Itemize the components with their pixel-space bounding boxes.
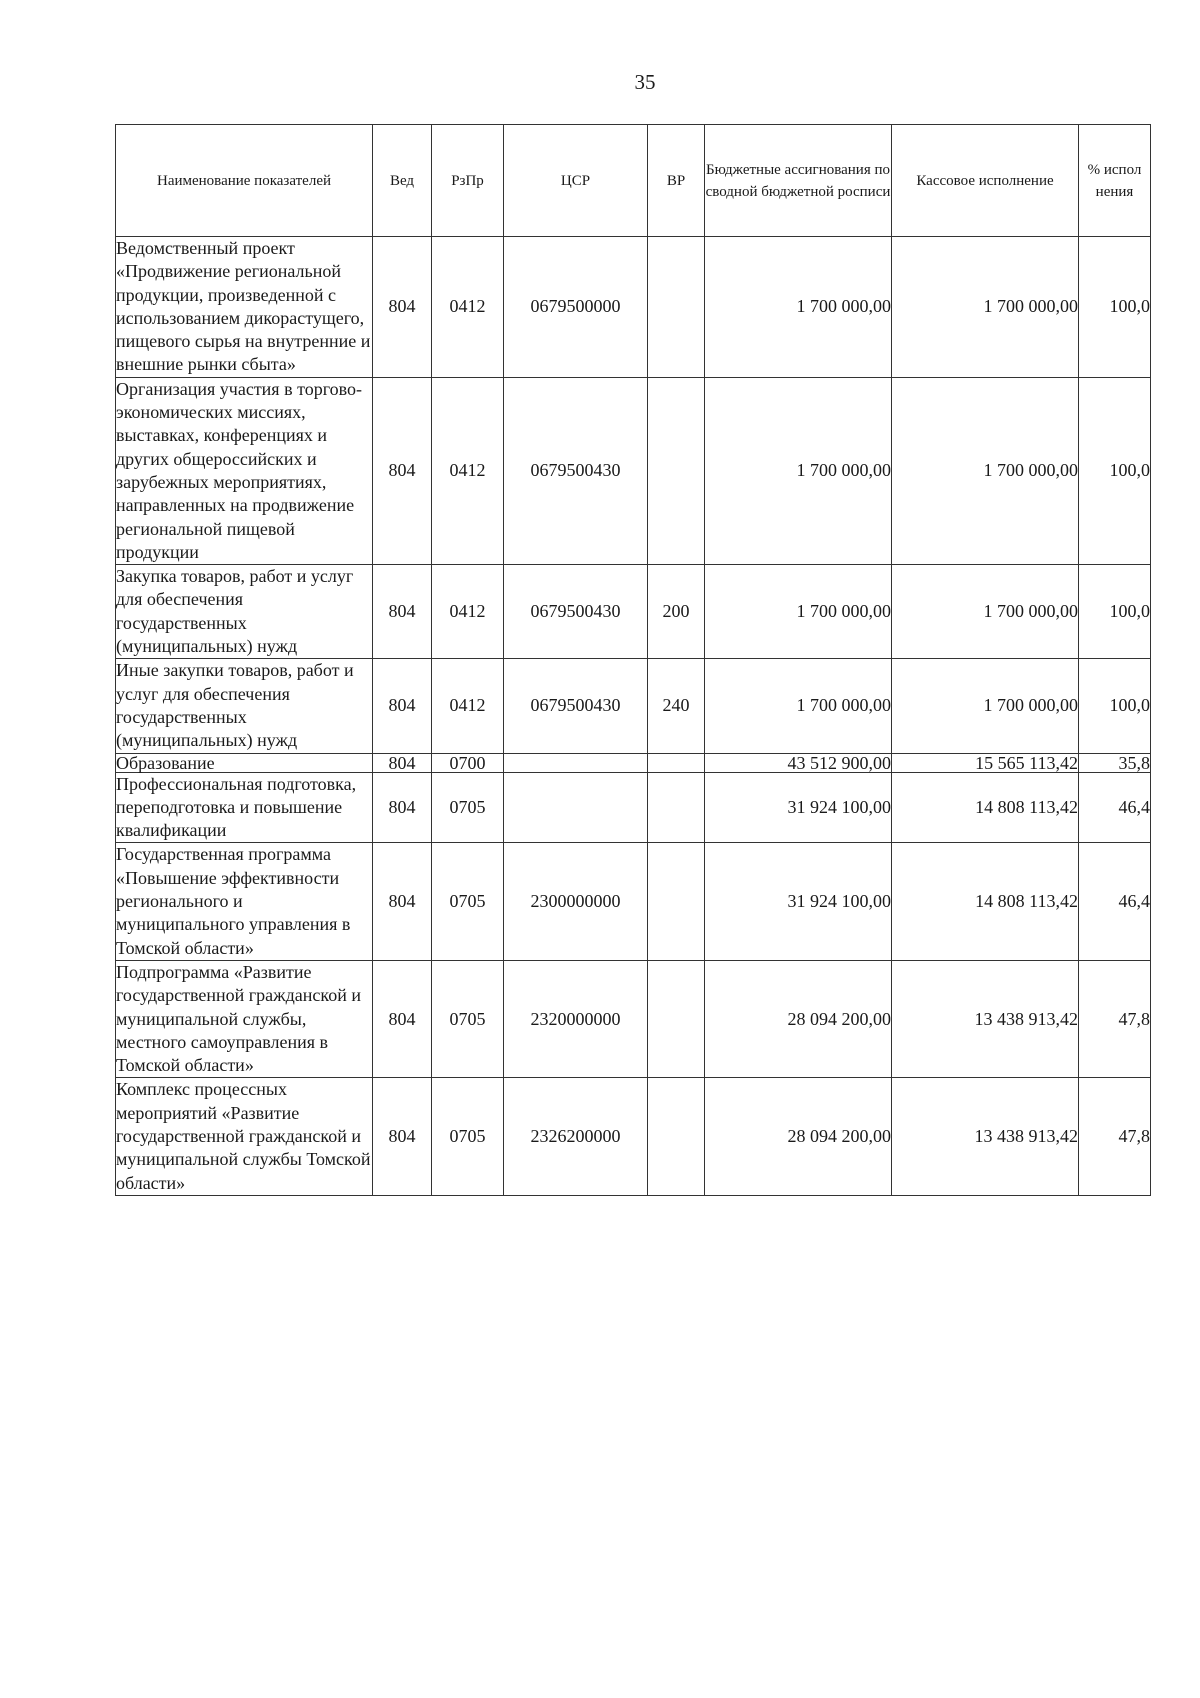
cell-name: Комплекс процессных мероприятий «Развитие государственной гражданской и муниципальной службы Томской области» — [116, 1078, 373, 1195]
cell-vr — [648, 237, 705, 378]
cell-vr — [648, 377, 705, 564]
cell-fact: 13 438 913,42 — [892, 960, 1079, 1077]
cell-vr — [648, 1078, 705, 1195]
table-row — [116, 565, 1151, 659]
cell-plan: 28 094 200,00 — [705, 1078, 892, 1195]
cell-ved: 804 — [373, 565, 432, 659]
cell-rzpr: 0412 — [432, 659, 504, 753]
cell-pct: 47,8 — [1079, 960, 1151, 1077]
cell-pct: 47,8 — [1079, 1078, 1151, 1195]
cell-csr — [504, 772, 648, 843]
cell-plan: 1 700 000,00 — [705, 565, 892, 659]
cell-vr — [648, 960, 705, 1077]
cell-fact: 14 808 113,42 — [892, 772, 1079, 843]
header-fact: Кассовое исполнение — [892, 125, 1079, 237]
cell-rzpr: 0700 — [432, 753, 504, 772]
cell-ved: 804 — [373, 1078, 432, 1195]
cell-fact: 13 438 913,42 — [892, 1078, 1079, 1195]
cell-name: Профессиональная подготовка, переподготовка и повышение квалификации — [116, 772, 373, 843]
cell-plan: 31 924 100,00 — [705, 843, 892, 960]
header-rzpr: РзПр — [432, 125, 504, 237]
cell-fact: 15 565 113,42 — [892, 753, 1079, 772]
cell-rzpr: 0705 — [432, 1078, 504, 1195]
cell-plan: 31 924 100,00 — [705, 772, 892, 843]
cell-vr — [648, 843, 705, 960]
cell-csr: 0679500430 — [504, 565, 648, 659]
cell-ved: 804 — [373, 753, 432, 772]
cell-fact: 1 700 000,00 — [892, 659, 1079, 753]
table-row — [116, 1078, 1151, 1195]
cell-pct: 35,8 — [1079, 753, 1151, 772]
cell-name: Ведомственный проект «Продвижение региональной продукции, произведенной с использованием дикорастущего, пищевого сырья на внутренние и внешние рынки сбыта» — [116, 237, 373, 378]
table-row — [116, 960, 1151, 1077]
cell-fact: 1 700 000,00 — [892, 565, 1079, 659]
cell-vr — [648, 772, 705, 843]
cell-vr — [648, 753, 705, 772]
cell-name: Иные закупки товаров, работ и услуг для обеспечения государственных (муниципальных) нужд — [116, 659, 373, 753]
table-row — [116, 659, 1151, 753]
cell-rzpr: 0705 — [432, 772, 504, 843]
budget-execution-table — [115, 124, 1151, 1196]
cell-fact: 1 700 000,00 — [892, 377, 1079, 564]
cell-plan: 28 094 200,00 — [705, 960, 892, 1077]
cell-ved: 804 — [373, 237, 432, 378]
cell-name: Государственная программа «Повышение эффективности регионального и муниципального управления в Томской области» — [116, 843, 373, 960]
cell-ved: 804 — [373, 843, 432, 960]
table-row — [116, 772, 1151, 843]
table-row — [116, 753, 1151, 772]
cell-csr: 0679500430 — [504, 377, 648, 564]
header-plan: Бюджетные ассигнования по сводной бюджетной росписи — [705, 125, 892, 237]
cell-plan: 43 512 900,00 — [705, 753, 892, 772]
header-csr: ЦСР — [504, 125, 648, 237]
cell-fact: 14 808 113,42 — [892, 843, 1079, 960]
cell-csr: 2320000000 — [504, 960, 648, 1077]
cell-csr: 0679500430 — [504, 659, 648, 753]
table-header-row — [116, 125, 1151, 237]
cell-name: Организация участия в торгово-экономических миссиях, выставках, конференциях и других общероссийских и зарубежных мероприятиях, направленных на продвижение региональной пищевой продукции — [116, 377, 373, 564]
cell-rzpr: 0705 — [432, 843, 504, 960]
cell-pct: 100,0 — [1079, 377, 1151, 564]
cell-name: Образование — [116, 753, 373, 772]
cell-vr: 200 — [648, 565, 705, 659]
cell-name: Закупка товаров, работ и услуг для обеспечения государственных (муниципальных) нужд — [116, 565, 373, 659]
cell-ved: 804 — [373, 377, 432, 564]
cell-csr: 0679500000 — [504, 237, 648, 378]
cell-rzpr: 0412 — [432, 237, 504, 378]
header-name: Наименование показателей — [116, 125, 373, 237]
cell-csr: 2326200000 — [504, 1078, 648, 1195]
cell-plan: 1 700 000,00 — [705, 659, 892, 753]
cell-ved: 804 — [373, 960, 432, 1077]
cell-rzpr: 0412 — [432, 377, 504, 564]
cell-plan: 1 700 000,00 — [705, 237, 892, 378]
cell-vr: 240 — [648, 659, 705, 753]
cell-pct: 100,0 — [1079, 565, 1151, 659]
page-number: 35 — [634, 70, 656, 94]
cell-pct: 46,4 — [1079, 843, 1151, 960]
header-vr: ВР — [648, 125, 705, 237]
header-ved: Вед — [373, 125, 432, 237]
cell-rzpr: 0412 — [432, 565, 504, 659]
cell-pct: 46,4 — [1079, 772, 1151, 843]
cell-plan: 1 700 000,00 — [705, 377, 892, 564]
cell-pct: 100,0 — [1079, 659, 1151, 753]
cell-pct: 100,0 — [1079, 237, 1151, 378]
cell-csr: 2300000000 — [504, 843, 648, 960]
table-row — [116, 377, 1151, 564]
cell-name: Подпрограмма «Развитие государственной гражданской и муниципальной службы, местного самоуправления в Томской области» — [116, 960, 373, 1077]
cell-rzpr: 0705 — [432, 960, 504, 1077]
table-row — [116, 237, 1151, 378]
table-row — [116, 843, 1151, 960]
cell-ved: 804 — [373, 659, 432, 753]
cell-csr — [504, 753, 648, 772]
cell-ved: 804 — [373, 772, 432, 843]
header-pct: % испол нения — [1079, 125, 1151, 237]
cell-fact: 1 700 000,00 — [892, 237, 1079, 378]
